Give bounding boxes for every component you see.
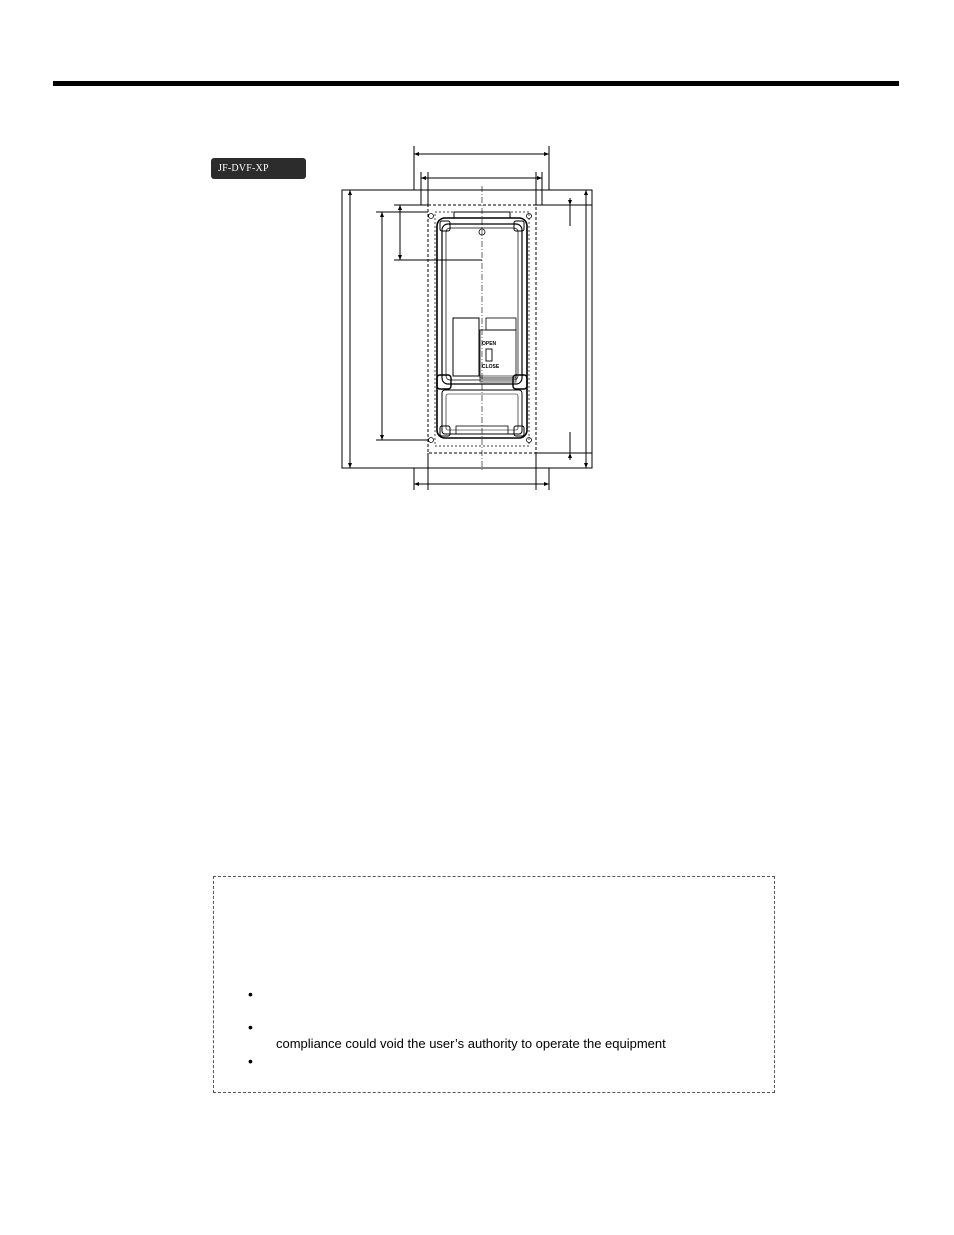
switch-label-open: OPEN bbox=[482, 341, 497, 347]
screw-hole-icon bbox=[429, 438, 434, 443]
bullet-icon: • bbox=[248, 1019, 253, 1035]
bullet-icon: • bbox=[248, 1053, 253, 1069]
fcc-notice-box bbox=[213, 876, 775, 1093]
mounting-dimension-drawing bbox=[0, 0, 954, 520]
notice-line-2: compliance could void the user’s authority to operate the equipment bbox=[276, 1036, 666, 1051]
device-body bbox=[437, 218, 527, 438]
screw-hole-icon bbox=[429, 214, 434, 219]
bullet-icon: • bbox=[248, 986, 253, 1002]
switch-label-close: CLOSE bbox=[482, 364, 500, 370]
model-label-badge: JF-DVF-XP bbox=[211, 158, 306, 179]
